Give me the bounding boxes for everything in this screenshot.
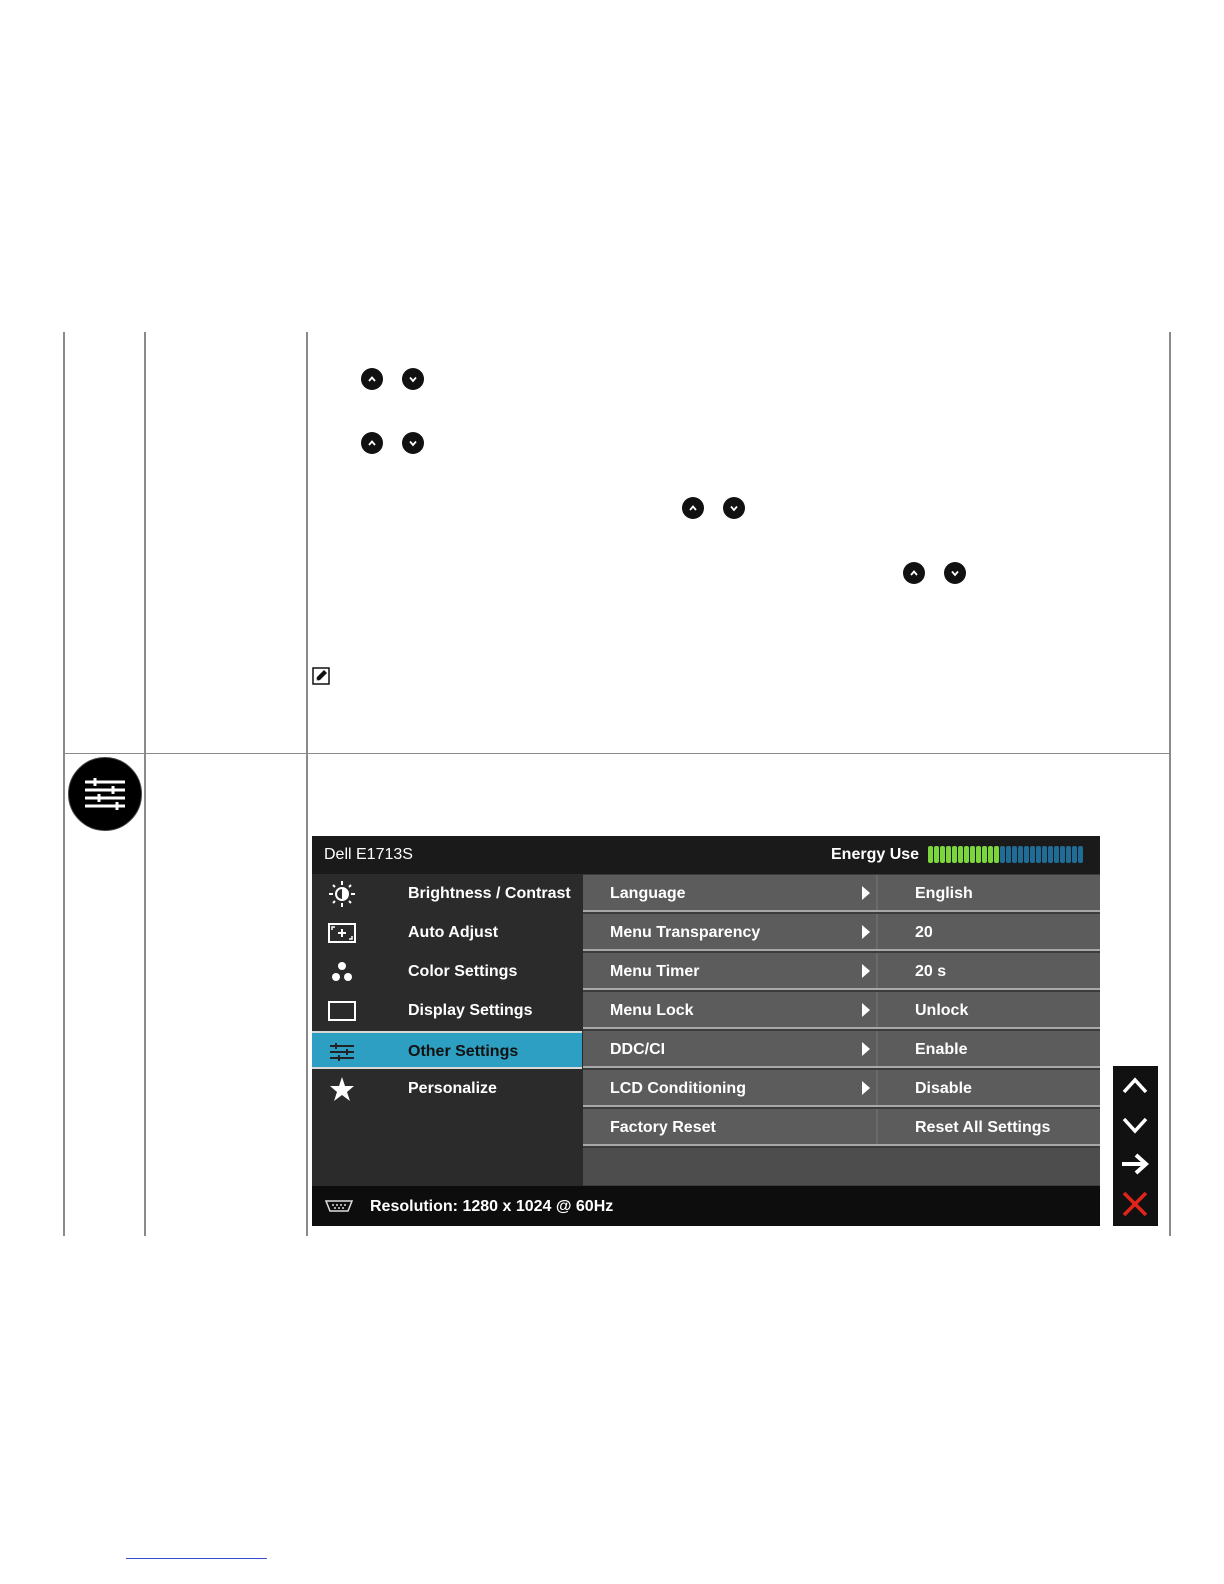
- menu-item-label: Brightness / Contrast: [408, 885, 571, 902]
- chevron-down-icon: [402, 368, 424, 390]
- option-value: Unlock: [915, 1002, 969, 1019]
- chevron-up-icon: [361, 432, 383, 454]
- chevron-down-icon: [402, 432, 424, 454]
- energy-bar-segment: [976, 846, 981, 863]
- caret-right-icon: [862, 1081, 870, 1095]
- note-pencil-icon: [312, 667, 330, 685]
- energy-bar-segment: [934, 846, 939, 863]
- option-value: Reset All Settings: [915, 1119, 1051, 1136]
- option-row-empty: [583, 1148, 1100, 1185]
- menu-item-label: Personalize: [408, 1080, 497, 1097]
- osd-menu: [312, 836, 1100, 1226]
- option-separator: [876, 875, 878, 910]
- menu-item-brightness-contrast[interactable]: [312, 875, 582, 913]
- option-value: Enable: [915, 1041, 968, 1058]
- osd-header: [312, 836, 1100, 874]
- option-label: Menu Timer: [610, 963, 700, 980]
- table-row-divider: [63, 753, 1171, 754]
- energy-bar-segment: [1036, 846, 1041, 863]
- energy-bar-segment: [1054, 846, 1059, 863]
- option-label: DDC/CI: [610, 1041, 666, 1058]
- option-value: 20 s: [915, 963, 947, 980]
- energy-bar-segment: [982, 846, 987, 863]
- option-label: Menu Transparency: [610, 924, 761, 941]
- energy-bar-segment: [1066, 846, 1071, 863]
- chevron-down-icon: [723, 497, 745, 519]
- menu-item-color-settings[interactable]: [312, 953, 582, 991]
- option-row-menu-timer[interactable]: [583, 953, 1100, 990]
- caret-right-icon: [862, 925, 870, 939]
- energy-bar-segment: [964, 846, 969, 863]
- energy-bar-segment: [946, 846, 951, 863]
- main-menu: [312, 874, 582, 1186]
- vga-connector-icon: [324, 1199, 354, 1213]
- energy-bar-segment: [988, 846, 993, 863]
- option-label: Language: [610, 885, 686, 902]
- chevron-up-icon: [903, 562, 925, 584]
- chevron-down-icon: [944, 562, 966, 584]
- option-row-menu-lock[interactable]: [583, 992, 1100, 1029]
- up-arrow-icon[interactable]: [1119, 1070, 1151, 1102]
- menu-item-display-settings[interactable]: [312, 992, 582, 1030]
- energy-bar-segment: [1030, 846, 1035, 863]
- menu-item-label: Other Settings: [408, 1043, 519, 1060]
- auto-adjust-icon: [326, 920, 358, 946]
- option-separator: [876, 953, 878, 988]
- energy-bar-segment: [1024, 846, 1029, 863]
- option-row-menu-transparency[interactable]: [583, 914, 1100, 951]
- option-value: 20: [915, 924, 933, 941]
- menu-item-label: Color Settings: [408, 963, 518, 980]
- color-settings-icon: [326, 959, 358, 985]
- submenu-options: [583, 874, 1100, 1186]
- menu-item-personalize[interactable]: [312, 1070, 582, 1108]
- star-icon: [326, 1076, 358, 1102]
- option-label: Menu Lock: [610, 1002, 694, 1019]
- display-settings-icon: [326, 998, 358, 1024]
- chevron-up-icon: [361, 368, 383, 390]
- option-label: Factory Reset: [610, 1119, 716, 1136]
- energy-bar-segment: [940, 846, 945, 863]
- caret-right-icon: [862, 1042, 870, 1056]
- energy-bar-segment: [1072, 846, 1077, 863]
- option-row-ddc-ci[interactable]: [583, 1031, 1100, 1068]
- table-border-left: [63, 332, 65, 1236]
- caret-right-icon: [862, 1003, 870, 1017]
- option-value: Disable: [915, 1080, 972, 1097]
- other-settings-icon: [326, 1039, 358, 1065]
- option-row-language[interactable]: [583, 875, 1100, 912]
- energy-use-meter: [928, 846, 1083, 864]
- energy-bar-segment: [952, 846, 957, 863]
- table-border-right: [1169, 332, 1171, 1236]
- energy-bar-segment: [1006, 846, 1011, 863]
- energy-bar-segment: [1048, 846, 1053, 863]
- option-separator: [876, 1070, 878, 1105]
- right-arrow-icon[interactable]: [1119, 1148, 1151, 1180]
- option-label: LCD Conditioning: [610, 1080, 746, 1097]
- menu-item-label: Display Settings: [408, 1002, 533, 1019]
- down-arrow-icon[interactable]: [1119, 1109, 1151, 1141]
- osd-footer: [312, 1186, 1100, 1226]
- option-separator: [876, 914, 878, 949]
- caret-right-icon: [862, 964, 870, 978]
- table-border-col2: [306, 332, 308, 1236]
- chevron-up-icon: [682, 497, 704, 519]
- brightness-icon: [326, 881, 358, 907]
- option-row-lcd-conditioning[interactable]: [583, 1070, 1100, 1107]
- table-border-col1: [144, 332, 146, 1236]
- osd-control-buttons: [1113, 1066, 1158, 1226]
- other-settings-icon: [68, 757, 142, 831]
- menu-item-other-settings[interactable]: [312, 1031, 582, 1069]
- energy-bar-segment: [1042, 846, 1047, 863]
- energy-bar-segment: [928, 846, 933, 863]
- energy-bar-segment: [1000, 846, 1005, 863]
- resolution-text: Resolution: 1280 x 1024 @ 60Hz: [370, 1198, 614, 1215]
- menu-item-auto-adjust[interactable]: [312, 914, 582, 952]
- option-separator: [876, 992, 878, 1027]
- caret-right-icon: [862, 886, 870, 900]
- energy-bar-segment: [970, 846, 975, 863]
- energy-use-label: Energy Use: [831, 846, 920, 863]
- footer-link-underline[interactable]: [126, 1558, 267, 1559]
- energy-bar-segment: [1060, 846, 1065, 863]
- energy-bar-segment: [958, 846, 963, 863]
- option-value: English: [915, 885, 973, 902]
- energy-bar-segment: [1012, 846, 1017, 863]
- option-separator: [876, 1031, 878, 1066]
- close-icon[interactable]: [1119, 1188, 1151, 1220]
- option-row-factory-reset[interactable]: [583, 1109, 1100, 1146]
- energy-bar-segment: [1078, 846, 1083, 863]
- menu-item-label: Auto Adjust: [408, 924, 499, 941]
- option-separator: [876, 1109, 878, 1144]
- energy-bar-segment: [1018, 846, 1023, 863]
- monitor-model-title: Dell E1713S: [324, 846, 413, 863]
- energy-bar-segment: [994, 846, 999, 863]
